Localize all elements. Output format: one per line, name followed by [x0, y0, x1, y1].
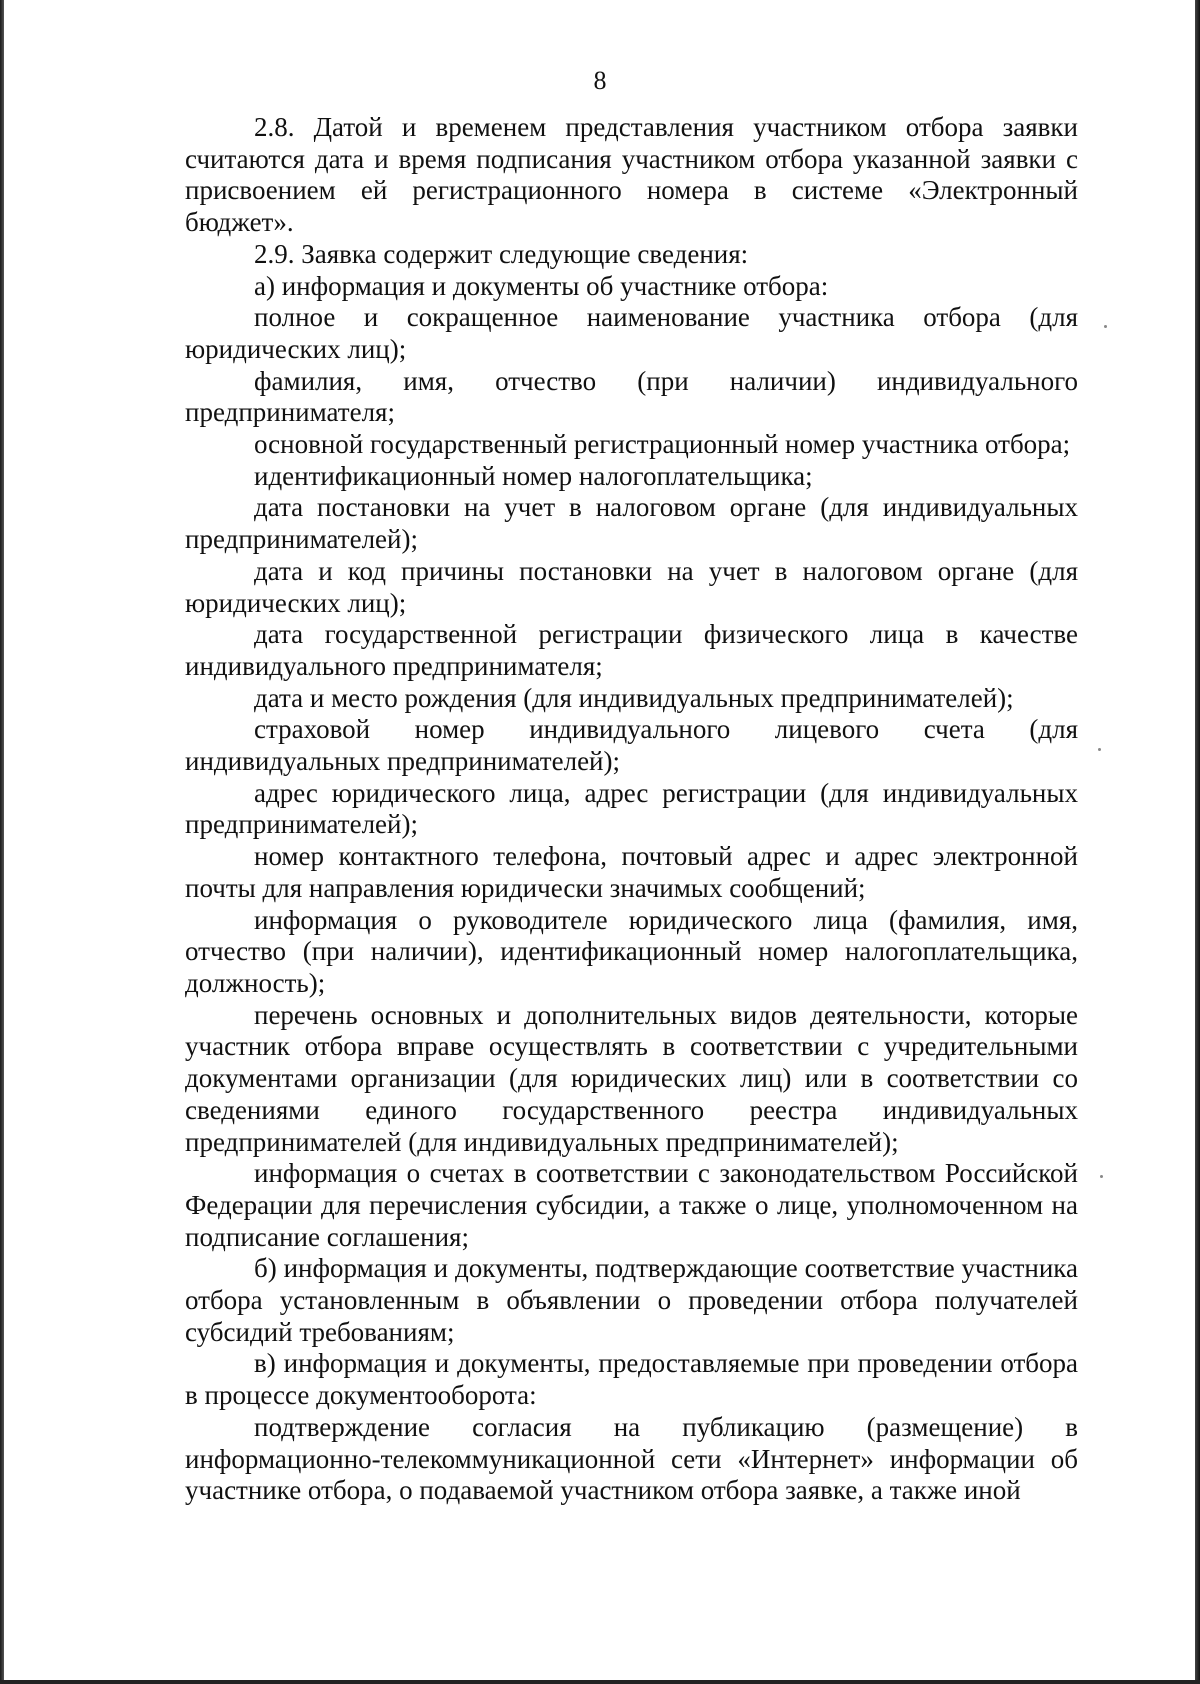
- paragraph: дата государственной регистрации физического лица в качестве индивидуального предпринимателя;: [185, 619, 1078, 681]
- scan-edge-right: [1195, 0, 1200, 1684]
- paragraph: информация о руководителе юридического лица (фамилия, имя, отчество (при наличии), идентификационный номер налогоплательщика, должность);: [185, 904, 1078, 998]
- scan-speck: [1104, 325, 1107, 328]
- paragraph: а) информация и документы об участнике отбора:: [254, 270, 829, 301]
- page-number: 8: [593, 66, 607, 95]
- paragraph: информация о счетах в соответствии с законодательством Российской Федерации для перечисления субсидии, а также о лице, уполномоченном на подписание соглашения;: [185, 1158, 1078, 1252]
- scan-edge-left: [0, 0, 4, 1684]
- paragraph: дата и код причины постановки на учет в налоговом органе (для юридических лиц);: [185, 555, 1078, 618]
- paragraph: полное и сокращенное наименование участника отбора (для юридических лиц);: [185, 302, 1078, 364]
- scan-speck: [1098, 748, 1101, 751]
- scan-speck: [1100, 1175, 1103, 1178]
- paragraph: б) информация и документы, подтверждающие соответствие участника отбора установленным в объявлении о проведении отбора получателей субсидий требованиям;: [185, 1253, 1078, 1347]
- paragraph: перечень основных и дополнительных видов деятельности, которые участник отбора вправе осуществлять в соответствии с учредительными документами организации (для юридических лиц) или в соответствии со сведениями единого государственного реестра индивидуальных предпринимателей (для индивидуальных предпринимателей);: [185, 999, 1078, 1157]
- paragraph: 2.9. Заявка содержит следующие сведения:: [254, 238, 749, 269]
- paragraph: страховой номер индивидуального лицевого счета (для индивидуальных предпринимателей);: [185, 714, 1078, 777]
- paragraph: номер контактного телефона, почтовый адрес и адрес электронной почты для направления юридически значимых сообщений;: [185, 841, 1078, 903]
- paragraph: адрес юридического лица, адрес регистрации (для индивидуальных предпринимателей);: [185, 777, 1078, 840]
- paragraph: дата и место рождения (для индивидуальных предпринимателей);: [254, 682, 1014, 713]
- paragraph: фамилия, имя, отчество (при наличии) индивидуального предпринимателя;: [185, 365, 1078, 428]
- scan-edge-bottom: [0, 1680, 1200, 1684]
- paragraph: подтверждение согласия на публикацию (размещение) в информационно-телекоммуникационной сети «Интернет» информации об участнике отбора, о подаваемой участником отбора заявке, а также иной: [185, 1411, 1078, 1506]
- paragraph: в) информация и документы, предоставляемые при проведении отбора в процессе документооборота:: [185, 1348, 1078, 1411]
- document-body: [185, 112, 1078, 1507]
- paragraph: основной государственный регистрационный номер участника отбора;: [254, 429, 1071, 460]
- paragraph: дата постановки на учет в налоговом органе (для индивидуальных предпринимателей);: [185, 492, 1078, 555]
- paragraph: идентификационный номер налогоплательщика;: [254, 460, 813, 491]
- paragraph: 2.8. Датой и временем представления участником отбора заявки считаются дата и время подписания участником отбора указанной заявки с присвоением ей регистрационного номера в системе «Электронный бюджет».: [185, 112, 1078, 238]
